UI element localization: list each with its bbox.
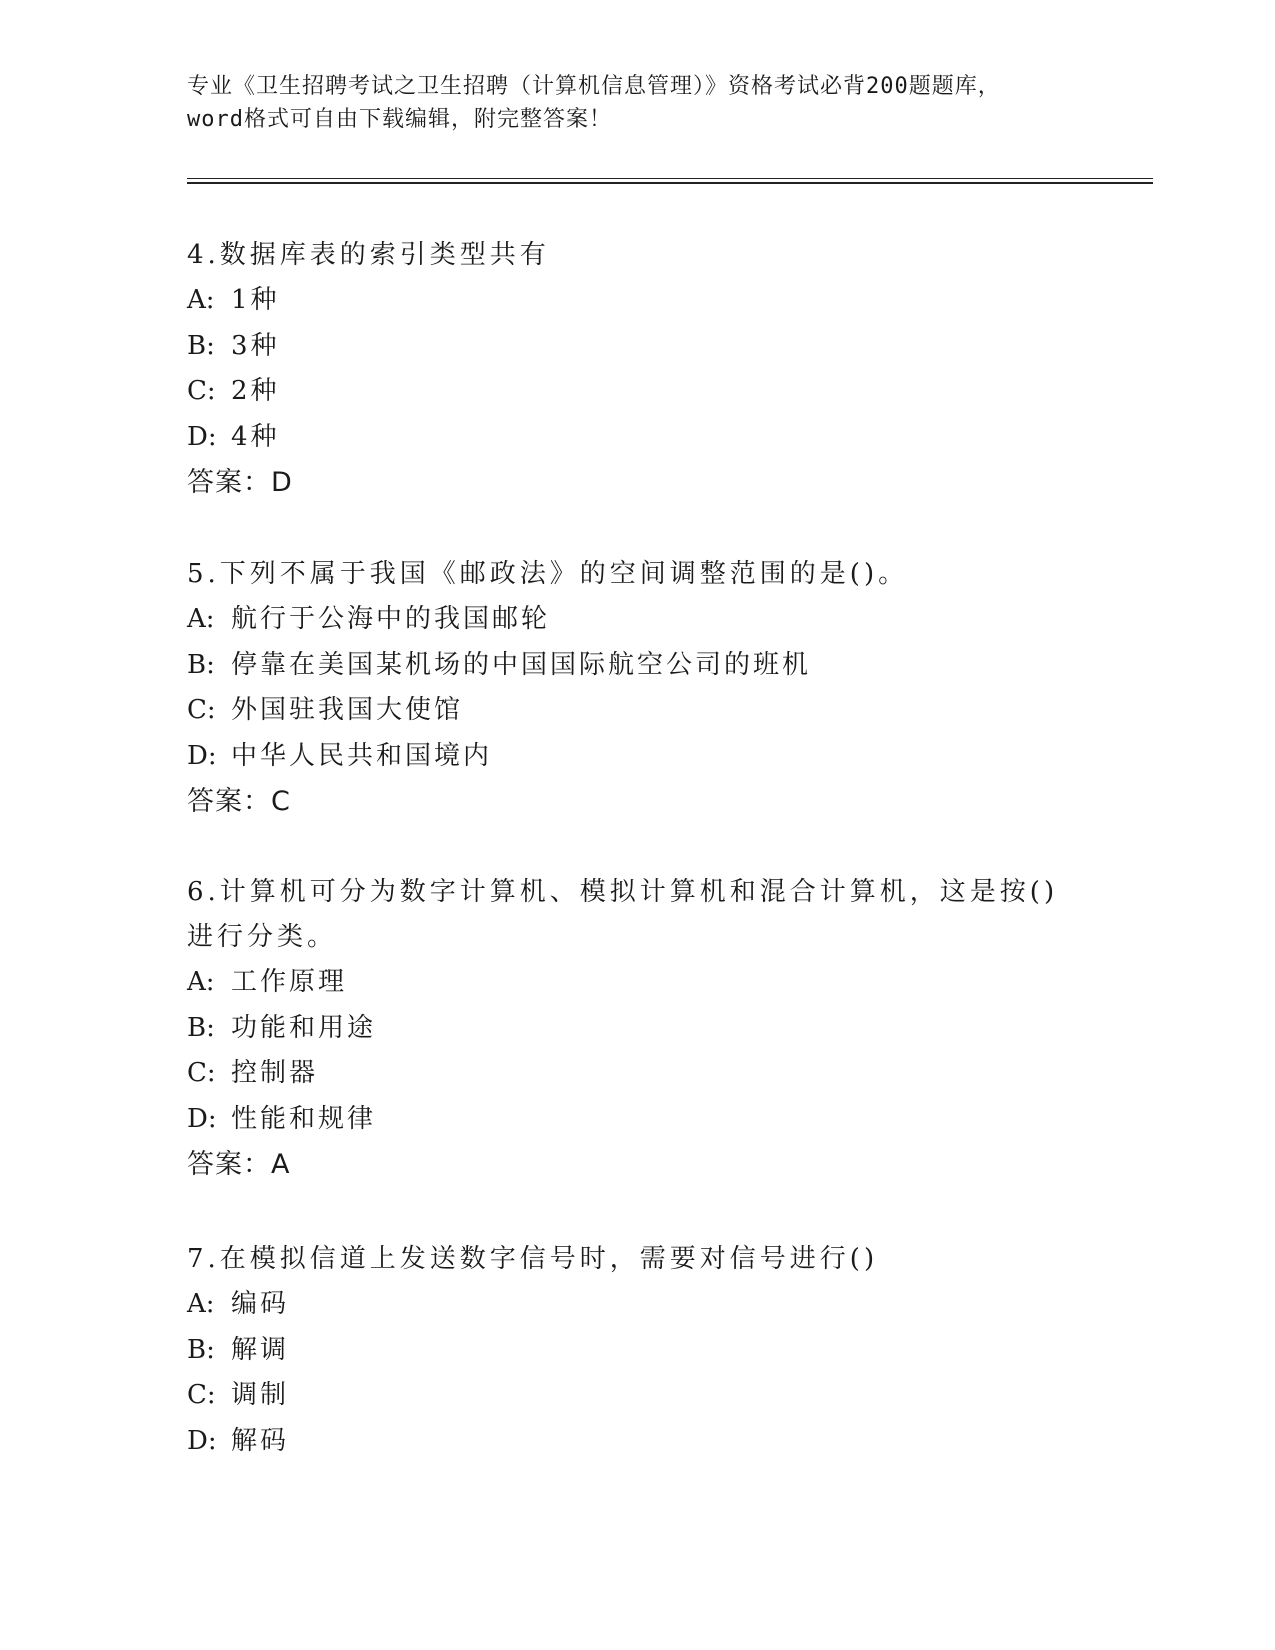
option-text: 停靠在美国某机场的中国国际航空公司的班机 bbox=[231, 649, 812, 680]
question-4 bbox=[187, 233, 1087, 505]
question-text: 5.下列不属于我国《邮政法》的空间调整范围的是()。 bbox=[187, 559, 909, 589]
option-c bbox=[187, 369, 1087, 415]
option-b bbox=[187, 324, 1087, 370]
option-key: D: bbox=[187, 740, 217, 771]
option-key: B: bbox=[187, 1334, 215, 1365]
option-text: 航行于公海中的我国邮轮 bbox=[231, 604, 551, 634]
option-text: 2种 bbox=[231, 376, 280, 406]
option-key: C: bbox=[187, 1058, 216, 1088]
option-text: 3种 bbox=[231, 330, 280, 361]
option-d bbox=[187, 1419, 1087, 1465]
option-c bbox=[187, 1051, 1087, 1097]
question-5 bbox=[187, 552, 1087, 824]
header-divider-thin bbox=[187, 178, 1153, 179]
header-title-line-1: 专业《卫生招聘考试之卫生招聘（计算机信息管理）》资格考试必背200题题库， bbox=[187, 74, 1001, 99]
option-b bbox=[187, 1328, 1087, 1374]
option-a bbox=[187, 1282, 1087, 1328]
option-text: 1种 bbox=[231, 285, 280, 315]
option-text: 中华人民共和国境内 bbox=[231, 740, 493, 771]
option-text: 调制 bbox=[231, 1380, 290, 1410]
option-key: A: bbox=[187, 604, 215, 634]
option-key: B: bbox=[187, 1012, 215, 1043]
question-7 bbox=[187, 1237, 1087, 1464]
option-text: 性能和规律 bbox=[231, 1103, 377, 1134]
option-a bbox=[187, 278, 1087, 324]
option-key: A: bbox=[187, 1289, 215, 1319]
option-d bbox=[187, 1097, 1087, 1143]
option-a bbox=[187, 597, 1087, 643]
option-d bbox=[187, 734, 1087, 780]
question-6 bbox=[187, 870, 1087, 1187]
answer-line: 答案：A bbox=[187, 1149, 291, 1180]
option-key: A: bbox=[187, 285, 215, 315]
question-text: 6.计算机可分为数字计算机、模拟计算机和混合计算机，这是按()进行分类。 bbox=[187, 877, 1059, 952]
option-a bbox=[187, 960, 1087, 1006]
option-text: 功能和用途 bbox=[231, 1012, 377, 1043]
question-text: 4.数据库表的索引类型共有 bbox=[187, 240, 550, 270]
option-c bbox=[187, 688, 1087, 734]
option-d bbox=[187, 415, 1087, 461]
option-text: 解码 bbox=[231, 1425, 290, 1456]
option-key: C: bbox=[187, 376, 216, 406]
option-text: 4种 bbox=[231, 421, 280, 452]
header-title-line-2: word格式可自由下载编辑，附完整答案！ bbox=[187, 107, 612, 132]
option-key: A: bbox=[187, 967, 215, 997]
document-header bbox=[187, 70, 1087, 136]
option-key: D: bbox=[187, 1425, 217, 1456]
answer-line: 答案：D bbox=[187, 467, 293, 498]
option-key: C: bbox=[187, 1380, 216, 1410]
option-text: 工作原理 bbox=[231, 967, 348, 997]
option-b bbox=[187, 643, 1087, 689]
option-text: 编码 bbox=[231, 1289, 290, 1319]
option-key: D: bbox=[187, 421, 217, 452]
option-b bbox=[187, 1006, 1087, 1052]
option-key: C: bbox=[187, 695, 216, 725]
header-divider-thick bbox=[187, 182, 1153, 184]
option-key: D: bbox=[187, 1103, 217, 1134]
option-key: B: bbox=[187, 330, 215, 361]
option-text: 解调 bbox=[231, 1334, 290, 1365]
option-key: B: bbox=[187, 649, 215, 680]
option-text: 控制器 bbox=[231, 1058, 319, 1088]
question-text: 7.在模拟信道上发送数字信号时，需要对信号进行() bbox=[187, 1244, 879, 1274]
option-text: 外国驻我国大使馆 bbox=[231, 695, 464, 725]
option-c bbox=[187, 1373, 1087, 1419]
answer-line: 答案：C bbox=[187, 786, 291, 817]
